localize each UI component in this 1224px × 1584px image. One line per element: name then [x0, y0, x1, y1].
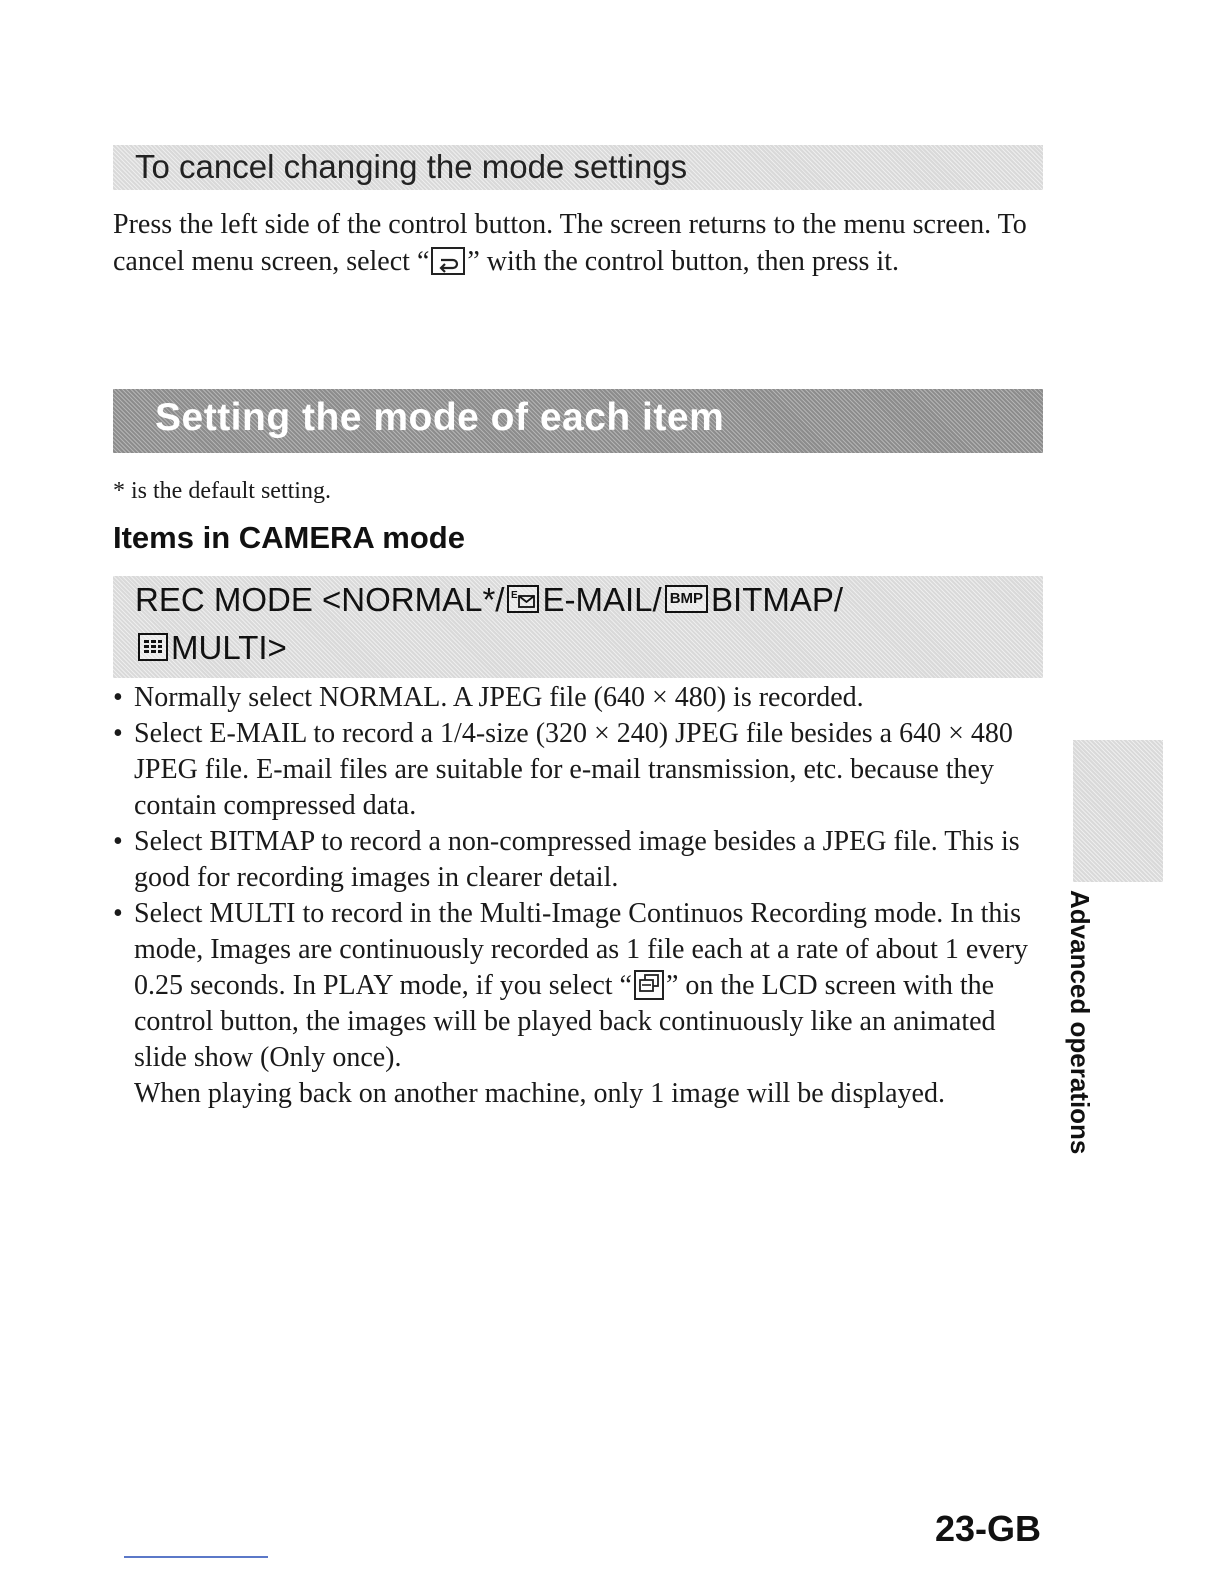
rec-mode-bullets	[113, 680, 1048, 1112]
rec-mode-line-2	[135, 629, 287, 667]
multi-icon	[138, 633, 168, 661]
bullet-dot: •	[113, 718, 123, 749]
email-icon	[507, 585, 539, 613]
email-icon-letter: E	[511, 590, 519, 602]
rec-mode-box	[113, 576, 1043, 678]
slideshow-icon	[634, 970, 664, 1000]
bullet-item	[113, 896, 1048, 1112]
section-side-tab	[1073, 740, 1163, 882]
cancel-body-text-1: Press the left side of the control button. The screen returns to the menu screen. To cancel menu screen, select “	[113, 209, 1027, 277]
rec-mode-email: E-MAIL/	[542, 581, 662, 618]
mode-heading-text: Setting the mode of each item	[155, 396, 725, 439]
bullet-item	[113, 680, 1048, 716]
page-number: 23-GB	[935, 1508, 1042, 1549]
rec-mode-line-1	[135, 581, 843, 619]
bullet-text: Select BITMAP to record a non-compressed image besides a JPEG file. This is good for recording images in clearer detail.	[134, 826, 1020, 893]
bullet-text-part-2: ” on the LCD screen with the control button, the images will be played back continuously like an animated slide show (Only once).	[134, 970, 996, 1073]
side-tab-label	[1065, 890, 1095, 1170]
default-note: * is the default setting.	[113, 478, 331, 504]
side-tab-label-text: Advanced operations	[1065, 890, 1095, 1155]
rec-mode-multi: MULTI>	[171, 629, 287, 666]
bullet-text	[134, 896, 1048, 1076]
cancel-heading-text: To cancel changing the mode settings	[135, 148, 688, 185]
bullet-item	[113, 716, 1048, 824]
rec-mode-bitmap: BITMAP/	[711, 581, 844, 618]
mode-section-heading	[113, 389, 1043, 453]
bullet-item	[113, 824, 1048, 896]
bullet-dot: •	[113, 682, 123, 713]
footer-rule	[124, 1556, 268, 1558]
rec-mode-prefix: REC MODE <NORMAL*/	[135, 581, 505, 618]
return-icon	[431, 247, 465, 275]
bullet-text: Normally select NORMAL. A JPEG file (640 × 480) is recorded.	[134, 682, 864, 713]
camera-mode-heading: Items in CAMERA mode	[113, 520, 465, 555]
bullet-extra-text: When playing back on another machine, only 1 image will be displayed.	[134, 1078, 945, 1109]
cancel-body-text-2: ” with the control button, then press it.	[467, 246, 899, 277]
bitmap-icon: BMP	[665, 585, 708, 613]
cancel-section-heading	[113, 145, 1043, 190]
bullet-text: Select E-MAIL to record a 1/4-size (320 × 240) JPEG file besides a 640 × 480 JPEG file. E-mail files are suitable for e-mail transmission, etc. because they contain compressed data.	[134, 718, 1013, 821]
bullet-text-part-1: Select MULTI to record in the Multi-Image Continuos Recording mode. In this mode, Images are continuously recorded as 1 file each at a rate of about 1 every 0.25 seconds. In PLAY mode, if you select “	[134, 898, 1029, 1001]
bullet-dot: •	[113, 898, 123, 929]
cancel-section-body	[113, 206, 1043, 280]
bullet-dot: •	[113, 826, 123, 857]
